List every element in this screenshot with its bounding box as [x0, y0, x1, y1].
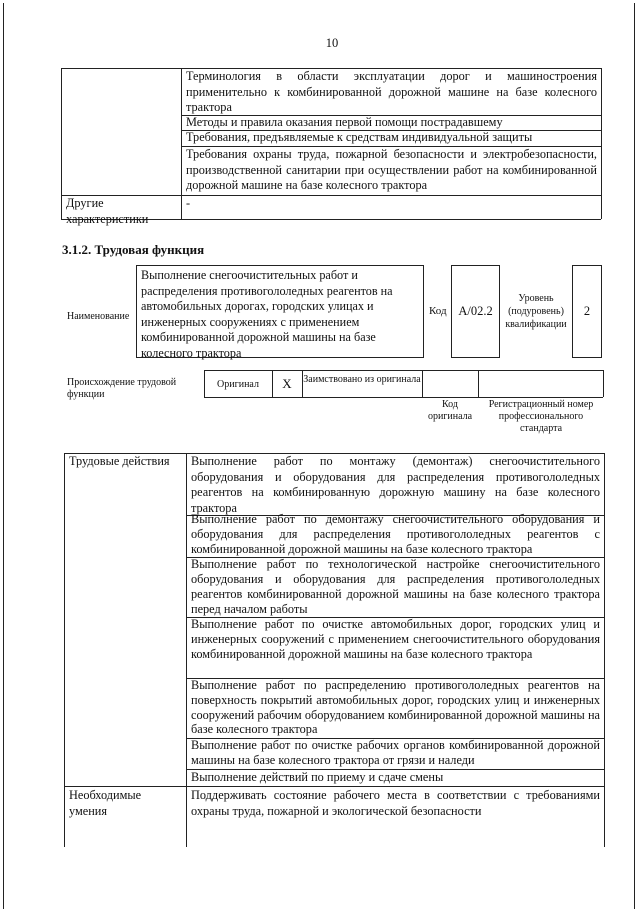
original-mark: X: [282, 376, 292, 391]
other-characteristics-label: Другие характеристики: [66, 196, 149, 226]
action-item: Выполнение работ по монтажу (демонтаж) снегоочистительного оборудования и оборудования для распределения противогололедных реагентов на комбинированную дорожную машину на базе колесного трактора: [191, 454, 600, 515]
action-item: Выполнение действий по приему и сдаче смены: [191, 770, 444, 784]
level-label: Уровень (подуровень) квалификации: [505, 293, 567, 330]
knowledge-item: Терминология в области эксплуатации дорог и машиностроения применительно к комбинированной дорожной машине на базе колесного трактора: [186, 69, 597, 114]
original-label: Оригинал: [217, 379, 259, 390]
code-caption: Код оригинала: [427, 399, 473, 422]
function-name: Выполнение снегоочистительных работ и распределения противогололедных реагентов на автомобильных дорогах, городских улицах и инженерных сооружениях с применением комбинированной дорожной машины на базе колесного трактора: [141, 268, 393, 360]
other-characteristics-value: -: [186, 196, 191, 210]
name-label: Наименование: [67, 311, 130, 322]
action-item: Выполнение работ по демонтажу снегоочистительного оборудования и оборудования для распределения противогололедных реагентов с комбинированной дорожной машины на базе колесного трактора: [191, 512, 600, 556]
skill-item: Поддерживать состояние рабочего места в соответствии с требованиями охраны труда, пожарной и экологической безопасности: [191, 788, 600, 818]
borrowed-label: Заимствовано из оригинала: [303, 374, 421, 385]
knowledge-item: Требования, предъявляемые к средствам индивидуальной защиты: [186, 130, 533, 144]
knowledge-item: Методы и правила оказания первой помощи пострадавшему: [186, 115, 503, 129]
action-item: Выполнение работ по очистке рабочих органов комбинированной дорожной машины на базе колесного трактора от грязи и наледи: [191, 738, 600, 767]
code-label: Код: [429, 305, 447, 317]
action-item: Выполнение работ по очистке автомобильных дорог, городских улиц и инженерных сооружений с применением снегоочистительного оборудования комбинированной дорожной машины на базе колесного трактора: [191, 617, 600, 661]
origin-label: Происхождение трудовой функции: [67, 377, 177, 400]
actions-label: Трудовые действия: [69, 454, 170, 468]
reg-caption: Регистрационный номер профессионального стандарта: [488, 399, 594, 434]
action-item: Выполнение работ по распределению противогололедных реагентов на поверхность покрытий автомобильных дорог, городских улиц и инженерных сооружений рабочим оборудованием комбинированной дорожной машины на базе колесного трактора: [191, 678, 600, 737]
level-value: 2: [583, 304, 591, 318]
action-item: Выполнение работ по технологической настройке снегоочистительного оборудования и оборудования для распределения противогололедных реагентов комбинированной дорожной машины на базе колесного трактора перед началом работы: [191, 557, 600, 616]
knowledge-item: Требования охраны труда, пожарной безопасности и электробезопасности, производственной санитарии при осуществлении работ на комбинированной дорожной машине на базе колесного трактора: [186, 147, 597, 192]
skills-label: Необходимые умения: [69, 788, 142, 818]
page-number: 10: [325, 36, 339, 50]
code-value: A/02.2: [458, 304, 493, 318]
section-title: 3.1.2. Трудовая функция: [62, 242, 205, 257]
